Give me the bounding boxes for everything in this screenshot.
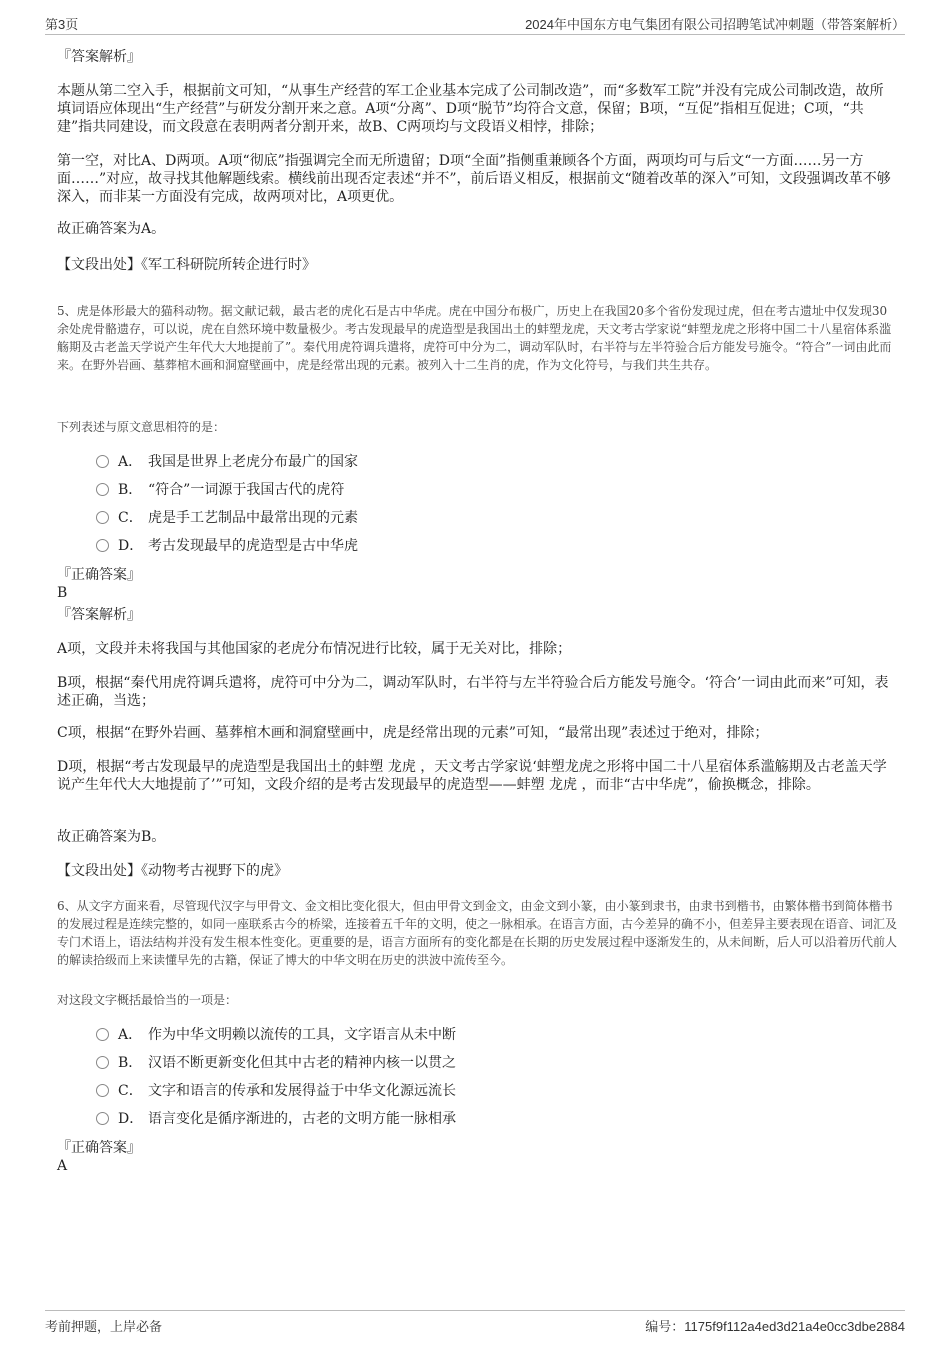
radio-icon[interactable]	[96, 455, 109, 468]
q6-option-b[interactable]: B． 汉语不断更新变化但其中古老的精神内核一以贯之	[96, 1053, 456, 1073]
page-header	[45, 12, 905, 35]
q4-conclusion: 故正确答案为A。	[57, 221, 166, 237]
q5-source: 【文段出处】《动物考古视野下的虎》	[57, 863, 288, 879]
q6-option-a[interactable]: A． 作为中华文明赖以流传的工具，文字语言从未中断	[96, 1025, 456, 1045]
radio-icon[interactable]	[96, 1112, 109, 1125]
q5-analysis-title: 『答案解析』	[57, 607, 141, 623]
q6-option-d[interactable]: D． 语言变化是循序渐进的，古老的文明方能一脉相承	[96, 1109, 456, 1129]
footer-slogan: 考前押题，上岸必备	[45, 1319, 163, 1334]
q5-passage: 5、虎是体形最大的猫科动物。据文献记载，最古老的虎化石是古中华虎。虎在中国分布极广，历史上在我国20多个省份发现过虎，但在考古遗址中仅发现30余处虎骨骼遗存，可以说，虎在自然环境中数量极少。考古发现最早的虎造型是我国出土的蚌塑龙虎，天文考古学家说“蚌塑龙虎之形将中国二十八星宿体系滥觞期及古老盖天学说产生年代大大地提前了”。秦代用虎符调兵遣将，虎符可中分为二，调动军队时，右半符与左半符验合后方能发号施令。“符合”一词由此而来。在野外岩画、墓葬棺木画和洞窟壁画中，虎是经常出现的元素。被列入十二生肖的虎，作为文化符号，与我们共生共存。	[57, 304, 892, 372]
q5-analysis-a: A项，文段并未将我国与其他国家的老虎分布情况进行比较，属于无关对比，排除；	[57, 641, 572, 657]
radio-icon[interactable]	[96, 483, 109, 496]
q5-option-d[interactable]: D． 考古发现最早的虎造型是古中华虎	[96, 536, 358, 556]
q5-analysis-d: D项，根据“考古发现最早的虎造型是我国出土的蚌塑 龙虎 ，天文考古学家说‘蚌塑龙虎之形将中国二十八星宿体系滥觞期及古老盖天学说产生年代大大地提前了’”可知，文段介绍的是考古发现最早的虎造型——蚌塑 龙虎 ，而非“古中华虎”，偷换概念，排除。	[57, 759, 887, 793]
radio-icon[interactable]	[96, 539, 109, 552]
q6-option-c[interactable]: C． 文字和语言的传承和发展得益于中华文化源远流长	[96, 1081, 456, 1101]
q5-analysis-b: B项，根据“秦代用虎符调兵遣将，虎符可中分为二，调动军队时，右半符与左半符验合后方能发号施令。‘符合’一词由此而来”可知，表述正确，当选；	[57, 675, 889, 709]
radio-icon[interactable]	[96, 1056, 109, 1069]
page-footer	[45, 1310, 905, 1337]
q5-option-b[interactable]: B． “符合”一词源于我国古代的虎符	[96, 480, 344, 500]
q5-stem: 下列表述与原文意思相符的是：	[57, 420, 226, 434]
q6-stem: 对这段文字概括最恰当的一项是：	[57, 993, 238, 1007]
document-id: 编号：1175f9f112a4ed3d21a4e0cc3dbe2884	[645, 1319, 905, 1334]
radio-icon[interactable]	[96, 1084, 109, 1097]
q4-source: 【文段出处】《军工科研院所转企进行时》	[57, 257, 316, 273]
q4-analysis-paragraph-2: 第一空，对比A、D两项。A项“彻底”指强调完全而无所遗留；D项“全面”指侧重兼顾各个方面，两项均可与后文“一方面……另一方面……”对应，故寻找其他解题线索。横线前出现否定表述“并不”，前后语义相反，根据前文“随着改革的深入”可知，文段强调改革不够深入，而非某一方面没有完成，故两项对比，A项更优。	[57, 153, 891, 205]
radio-icon[interactable]	[96, 511, 109, 524]
radio-icon[interactable]	[96, 1028, 109, 1041]
q5-option-a[interactable]: A． 我国是世界上老虎分布最广的国家	[96, 452, 358, 472]
q5-answer: B	[57, 585, 68, 601]
q4-analysis-title: 『答案解析』	[57, 49, 141, 65]
q5-conclusion: 故正确答案为B。	[57, 829, 166, 845]
q4-analysis-paragraph-1: 本题从第二空入手，根据前文可知，“从事生产经营的军工企业基本完成了公司制改造”，而“多数军工院”并没有完成公司制改造，故所填词语应体现出“生产经营”与研发分割开来之意。A项“分离”、D项“脱节”均符合文意，保留；B项，“互促”指相互促进；C项，“共建”指共同建设，而文段意在表明两者分割开来，故B、C两项均与文段语义相悖，排除；	[57, 83, 884, 135]
q6-passage: 6、从文字方面来看，尽管现代汉字与甲骨文、金文相比变化很大，但由甲骨文到金文，由金文到小篆，由小篆到隶书，由隶书到楷书，由繁体楷书到简体楷书的发展过程是连续完整的，如同一座联系古今的桥梁，连接着五千年的文明，使之一脉相承。在语言方面，古今差异的确不小，但差异主要表现在语音、词汇及专门术语上，语法结构并没有发生根本性变化。更重要的是，语言方面所有的变化都是在长期的历史发展过程中逐渐发生的，从未间断，后人可以沿着历代前人的解读拾级而上来读懂早先的古籍，保证了博大的中华文明在历史的洪波中流传至今。	[57, 899, 898, 967]
q6-answer-title: 『正确答案』	[57, 1140, 141, 1156]
q6-answer: A	[57, 1158, 68, 1174]
document-title: 2024年中国东方电气集团有限公司招聘笔试冲刺题（带答案解析）	[525, 17, 905, 32]
q5-analysis-c: C项，根据“在野外岩画、墓葬棺木画和洞窟壁画中，虎是经常出现的元素”可知，“最常出现”表述过于绝对，排除；	[57, 725, 769, 741]
q5-answer-title: 『正确答案』	[57, 567, 141, 583]
q5-option-c[interactable]: C． 虎是手工艺制品中最常出现的元素	[96, 508, 358, 528]
page-number: 第3页	[45, 17, 79, 32]
